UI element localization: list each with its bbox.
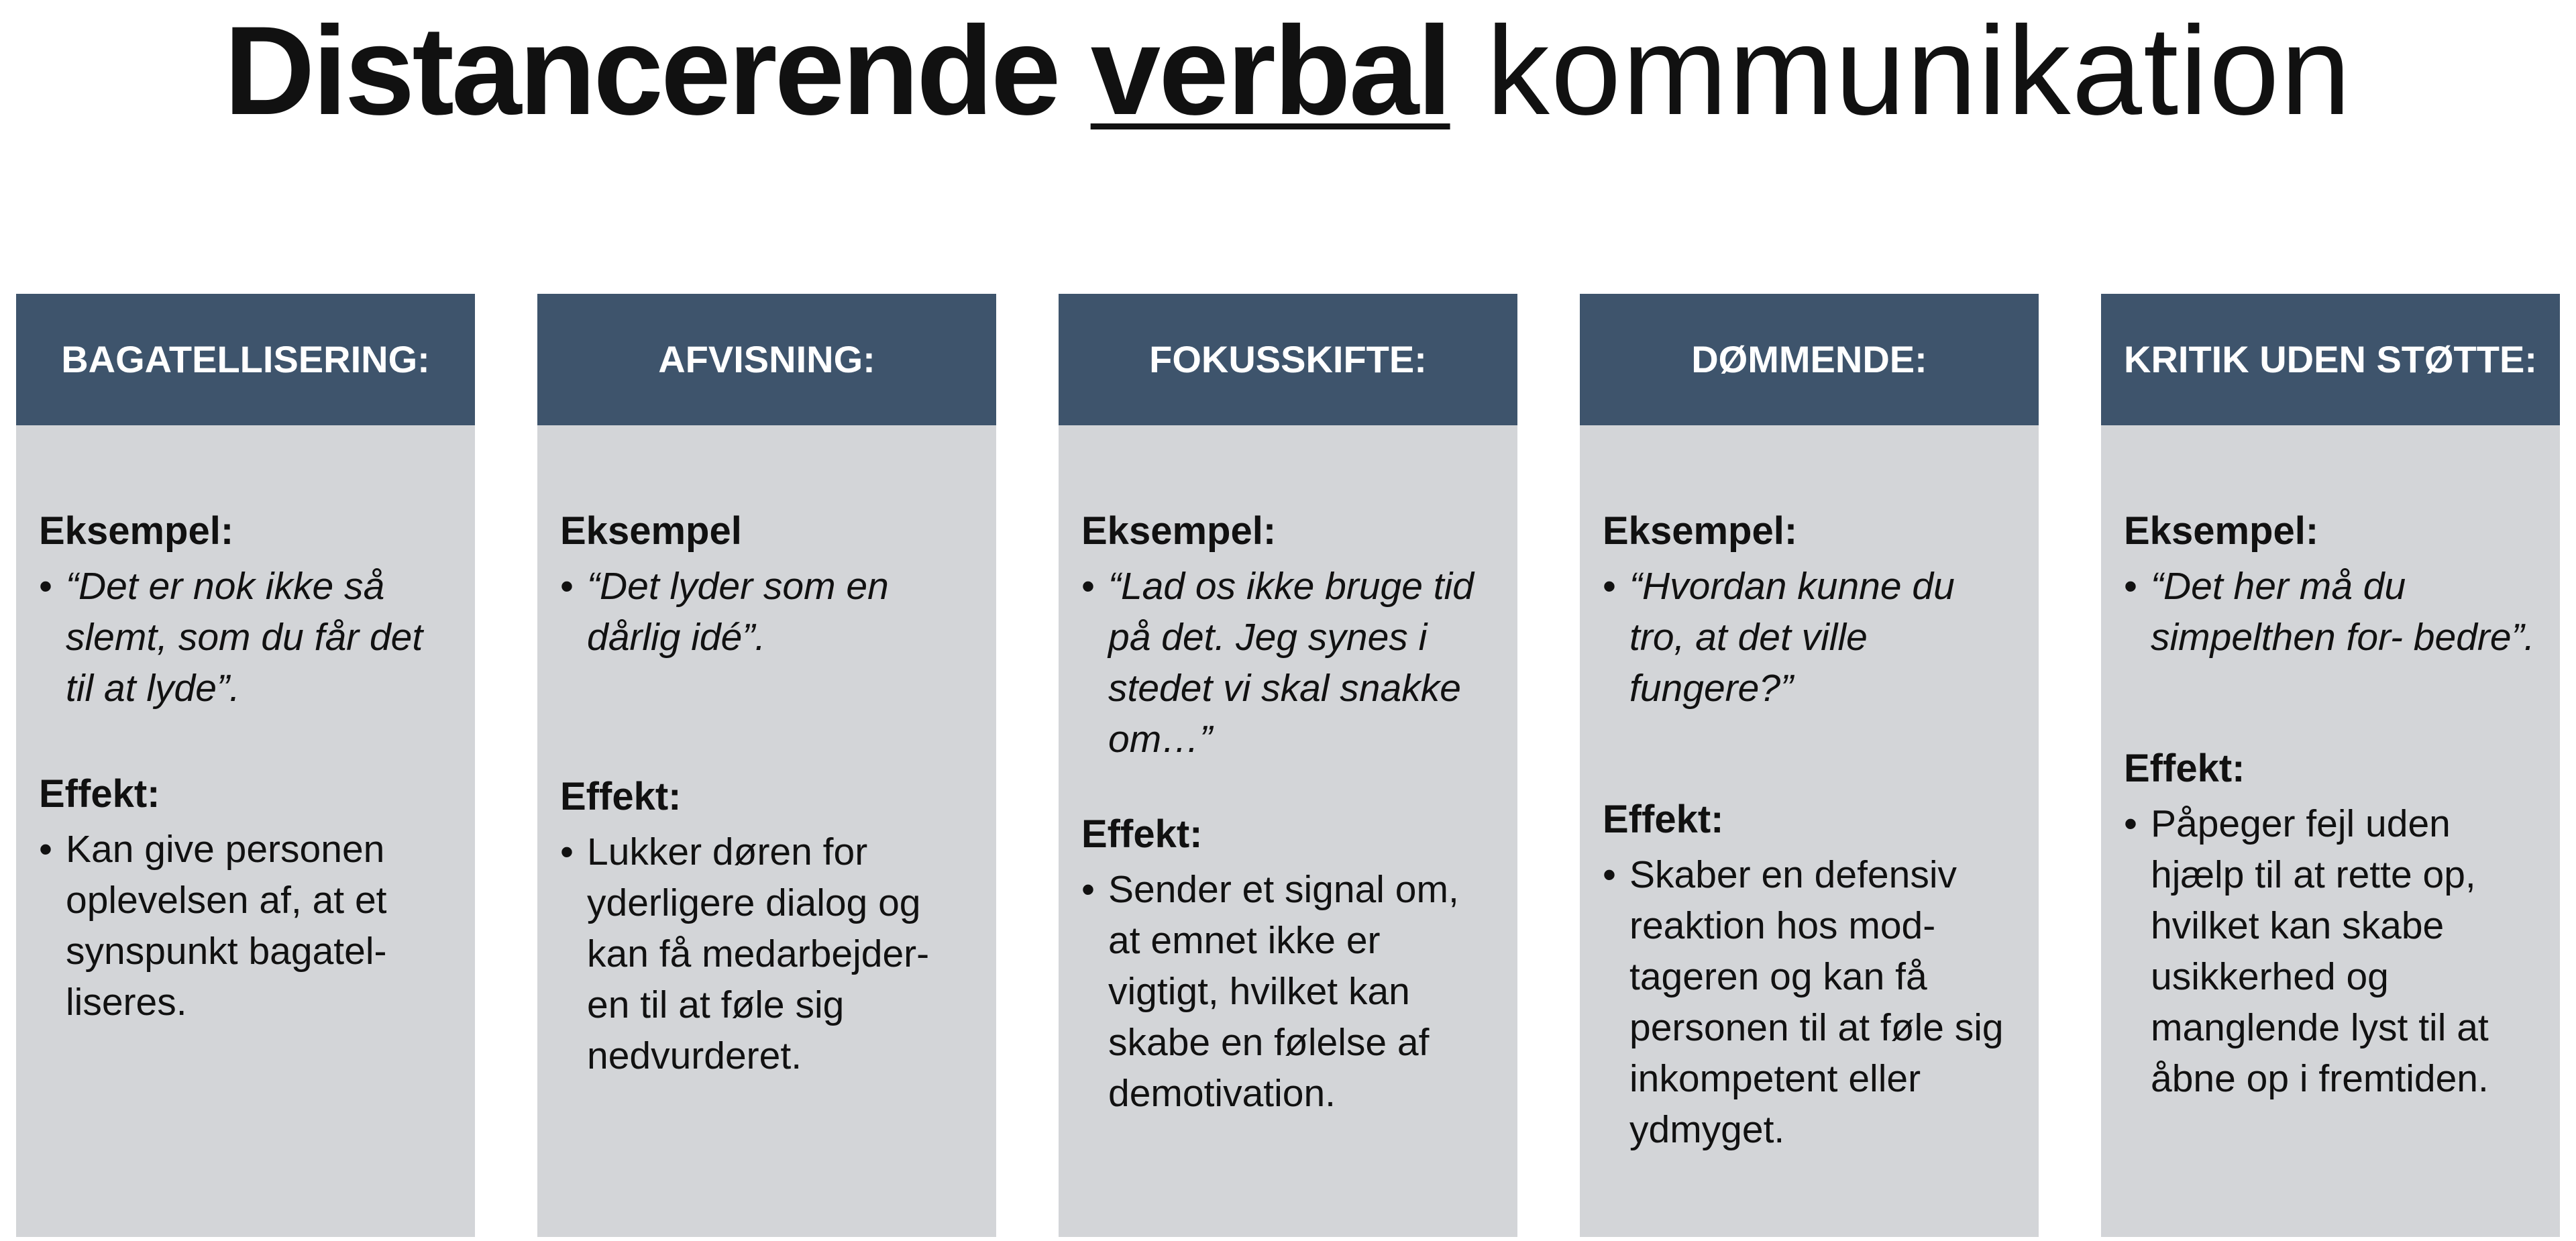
bullet-icon: • [2124, 565, 2137, 608]
column-afvisning [537, 294, 996, 1237]
bullet-icon: • [1603, 853, 1616, 896]
example-item [560, 561, 973, 663]
effect-item [2124, 798, 2537, 1104]
bullet-icon: • [39, 828, 52, 871]
column-body [1580, 425, 2039, 1237]
column-body [16, 425, 475, 1237]
example-text: “Det er nok ikke så slemt, som du får det til at lyde”. [66, 565, 423, 710]
bullet-icon: • [1081, 565, 1095, 608]
example-label: Eksempel: [2124, 509, 2319, 553]
effect-item [1081, 864, 1495, 1119]
column-body [1059, 425, 1517, 1237]
effect-text: Påpeger fejl uden hjælp til at rette op, hvilket kan skabe usikkerhed og manglende lyst til at åbne op i fremtiden. [2151, 802, 2489, 1100]
effect-text: Kan give personen oplevelsen af, at et synspunkt bagatel- liseres. [66, 828, 387, 1024]
effect-label: Effekt: [560, 775, 682, 818]
example-label: Eksempel: [1603, 509, 1798, 553]
column-header: BAGATELLISERING: [16, 294, 475, 425]
bullet-icon: • [560, 565, 574, 608]
column-header: KRITIK UDEN STØTTE: [2101, 294, 2560, 425]
example-label: Eksempel: [1081, 509, 1277, 553]
effect-label: Effekt: [39, 772, 160, 816]
column-header: AFVISNING: [537, 294, 996, 425]
effect-text: Sender et signal om, at emnet ikke er vigtigt, hvilket kan skabe en følelse af demotivation. [1108, 868, 1459, 1115]
example-text: “Hvordan kunne du tro, at det ville fungere?” [1629, 565, 1955, 710]
example-label: Eksempel: [39, 509, 234, 553]
example-text: “Det her må du simpelthen for- bedre”. [2151, 565, 2535, 659]
column-header: DØMMENDE: [1580, 294, 2039, 425]
column-body [537, 425, 996, 1237]
example-text: “Det lyder som en dårlig idé”. [587, 565, 889, 659]
bullet-icon: • [560, 830, 574, 873]
effect-item [39, 824, 452, 1028]
column-header: FOKUSSKIFTE: [1059, 294, 1517, 425]
example-item [2124, 561, 2537, 663]
example-label: Eksempel [560, 509, 742, 553]
bullet-icon: • [1603, 565, 1616, 608]
effect-label: Effekt: [2124, 747, 2245, 790]
title-part-1: Distancerende [223, 0, 1091, 141]
example-item [1081, 561, 1495, 765]
column-kritik-uden-stotte [2101, 294, 2560, 1237]
example-text: “Lad os ikke bruge tid på det. Jeg synes i stedet vi skal snakke om…” [1108, 565, 1474, 761]
effect-text: Lukker døren for yderligere dialog og kan få medarbejder- en til at føle sig nedvurderet. [587, 830, 930, 1077]
column-body [2101, 425, 2560, 1237]
title-part-verbal: verbal [1090, 0, 1450, 141]
effect-label: Effekt: [1081, 812, 1203, 856]
columns-container [16, 294, 2560, 1237]
bullet-icon: • [39, 565, 52, 608]
effect-text: Skaber en defensiv reaktion hos mod- tageren og kan få personen til at føle sig inkompetent eller ydmyget. [1629, 853, 2004, 1151]
effect-item [1603, 849, 2016, 1155]
bullet-icon: • [2124, 802, 2137, 845]
example-item [1603, 561, 2016, 714]
column-bagatellisering [16, 294, 475, 1237]
column-fokusskifte [1059, 294, 1517, 1237]
title-part-3: kommunikation [1450, 0, 2353, 141]
effect-label: Effekt: [1603, 798, 1724, 841]
bullet-icon: • [1081, 868, 1095, 911]
column-dommende [1580, 294, 2039, 1237]
page-title [0, 0, 2576, 154]
example-item [39, 561, 452, 714]
effect-item [560, 826, 973, 1081]
